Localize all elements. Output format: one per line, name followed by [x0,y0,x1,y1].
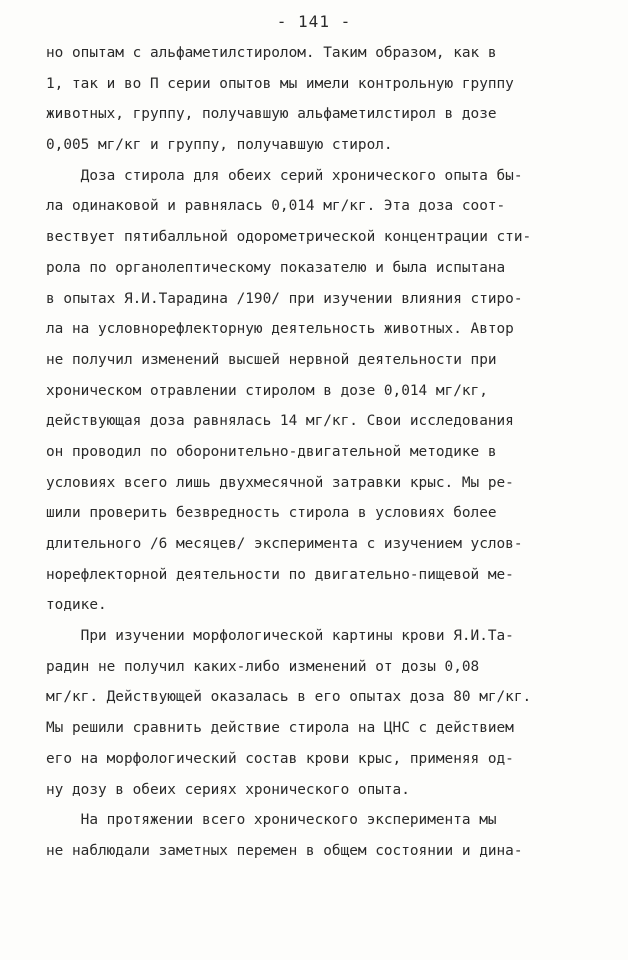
text-line: норефлекторной деятельности по двигательно-пищевой ме- [46,566,514,583]
text-line: его на морфологический состав крови крыс, применяя од- [46,750,514,767]
body-text [46,38,594,867]
text-line: ла на условнорефлекторную деятельность животных. Автор [46,321,514,338]
text-line: хроническом отравлении стиролом в дозе 0,014 мг/кг, [46,382,488,399]
text-line: тодике. [46,597,107,614]
text-line: ну дозу в обеих сериях хронического опыта. [46,781,410,798]
text-line: шили проверить безвредность стирола в условиях более [46,505,497,522]
text-line: в опытах Я.И.Тарадина /190/ при изучении влияния стиро- [46,290,523,307]
text-line: действующая доза равнялась 14 мг/кг. Свои исследования [46,413,514,430]
text-line: не получил изменений высшей нервной деятельности при [46,351,497,368]
text-line: 0,005 мг/кг и группу, получавшую стирол. [46,137,393,154]
text-line: животных, группу, получавшую альфаметилстирол в дозе [46,106,497,123]
text-line: мг/кг. Действующей оказалась в его опытах доза 80 мг/кг. [46,689,532,706]
text-line: не наблюдали заметных перемен в общем состоянии и дина- [46,842,523,859]
text-line: условиях всего лишь двухмесячной затравки крыс. Мы ре- [46,474,514,491]
page-number: - 141 - [276,12,352,31]
text-line: Доза стирола для обеих серий хронического опыта бы- [46,167,523,184]
text-line: он проводил по оборонительно-двигательной методике в [46,443,497,460]
text-line: При изучении морфологической картины крови Я.И.Та- [46,628,514,645]
text-line: На протяжении всего хронического эксперимента мы [46,812,497,829]
text-line: вествует пятибалльной одорометрической концентрации сти- [46,229,532,246]
text-line: рола по органолептическому показателю и была испытана [46,259,506,276]
text-line: длительного /6 месяцев/ эксперимента с изучением услов- [46,536,523,552]
text-line: но опытам с альфаметилстиролом. Таким образом, как в [46,45,497,61]
text-line: ла одинаковой и равнялась 0,014 мг/кг. Эта доза соот- [46,198,506,215]
text-line: радин не получил каких-либо изменений от дозы 0,08 [46,658,480,675]
text-line: Мы решили сравнить действие стирола на ЦНС с действием [46,720,514,737]
text-line: 1, так и во П серии опытов мы имели контрольную группу [46,75,514,92]
